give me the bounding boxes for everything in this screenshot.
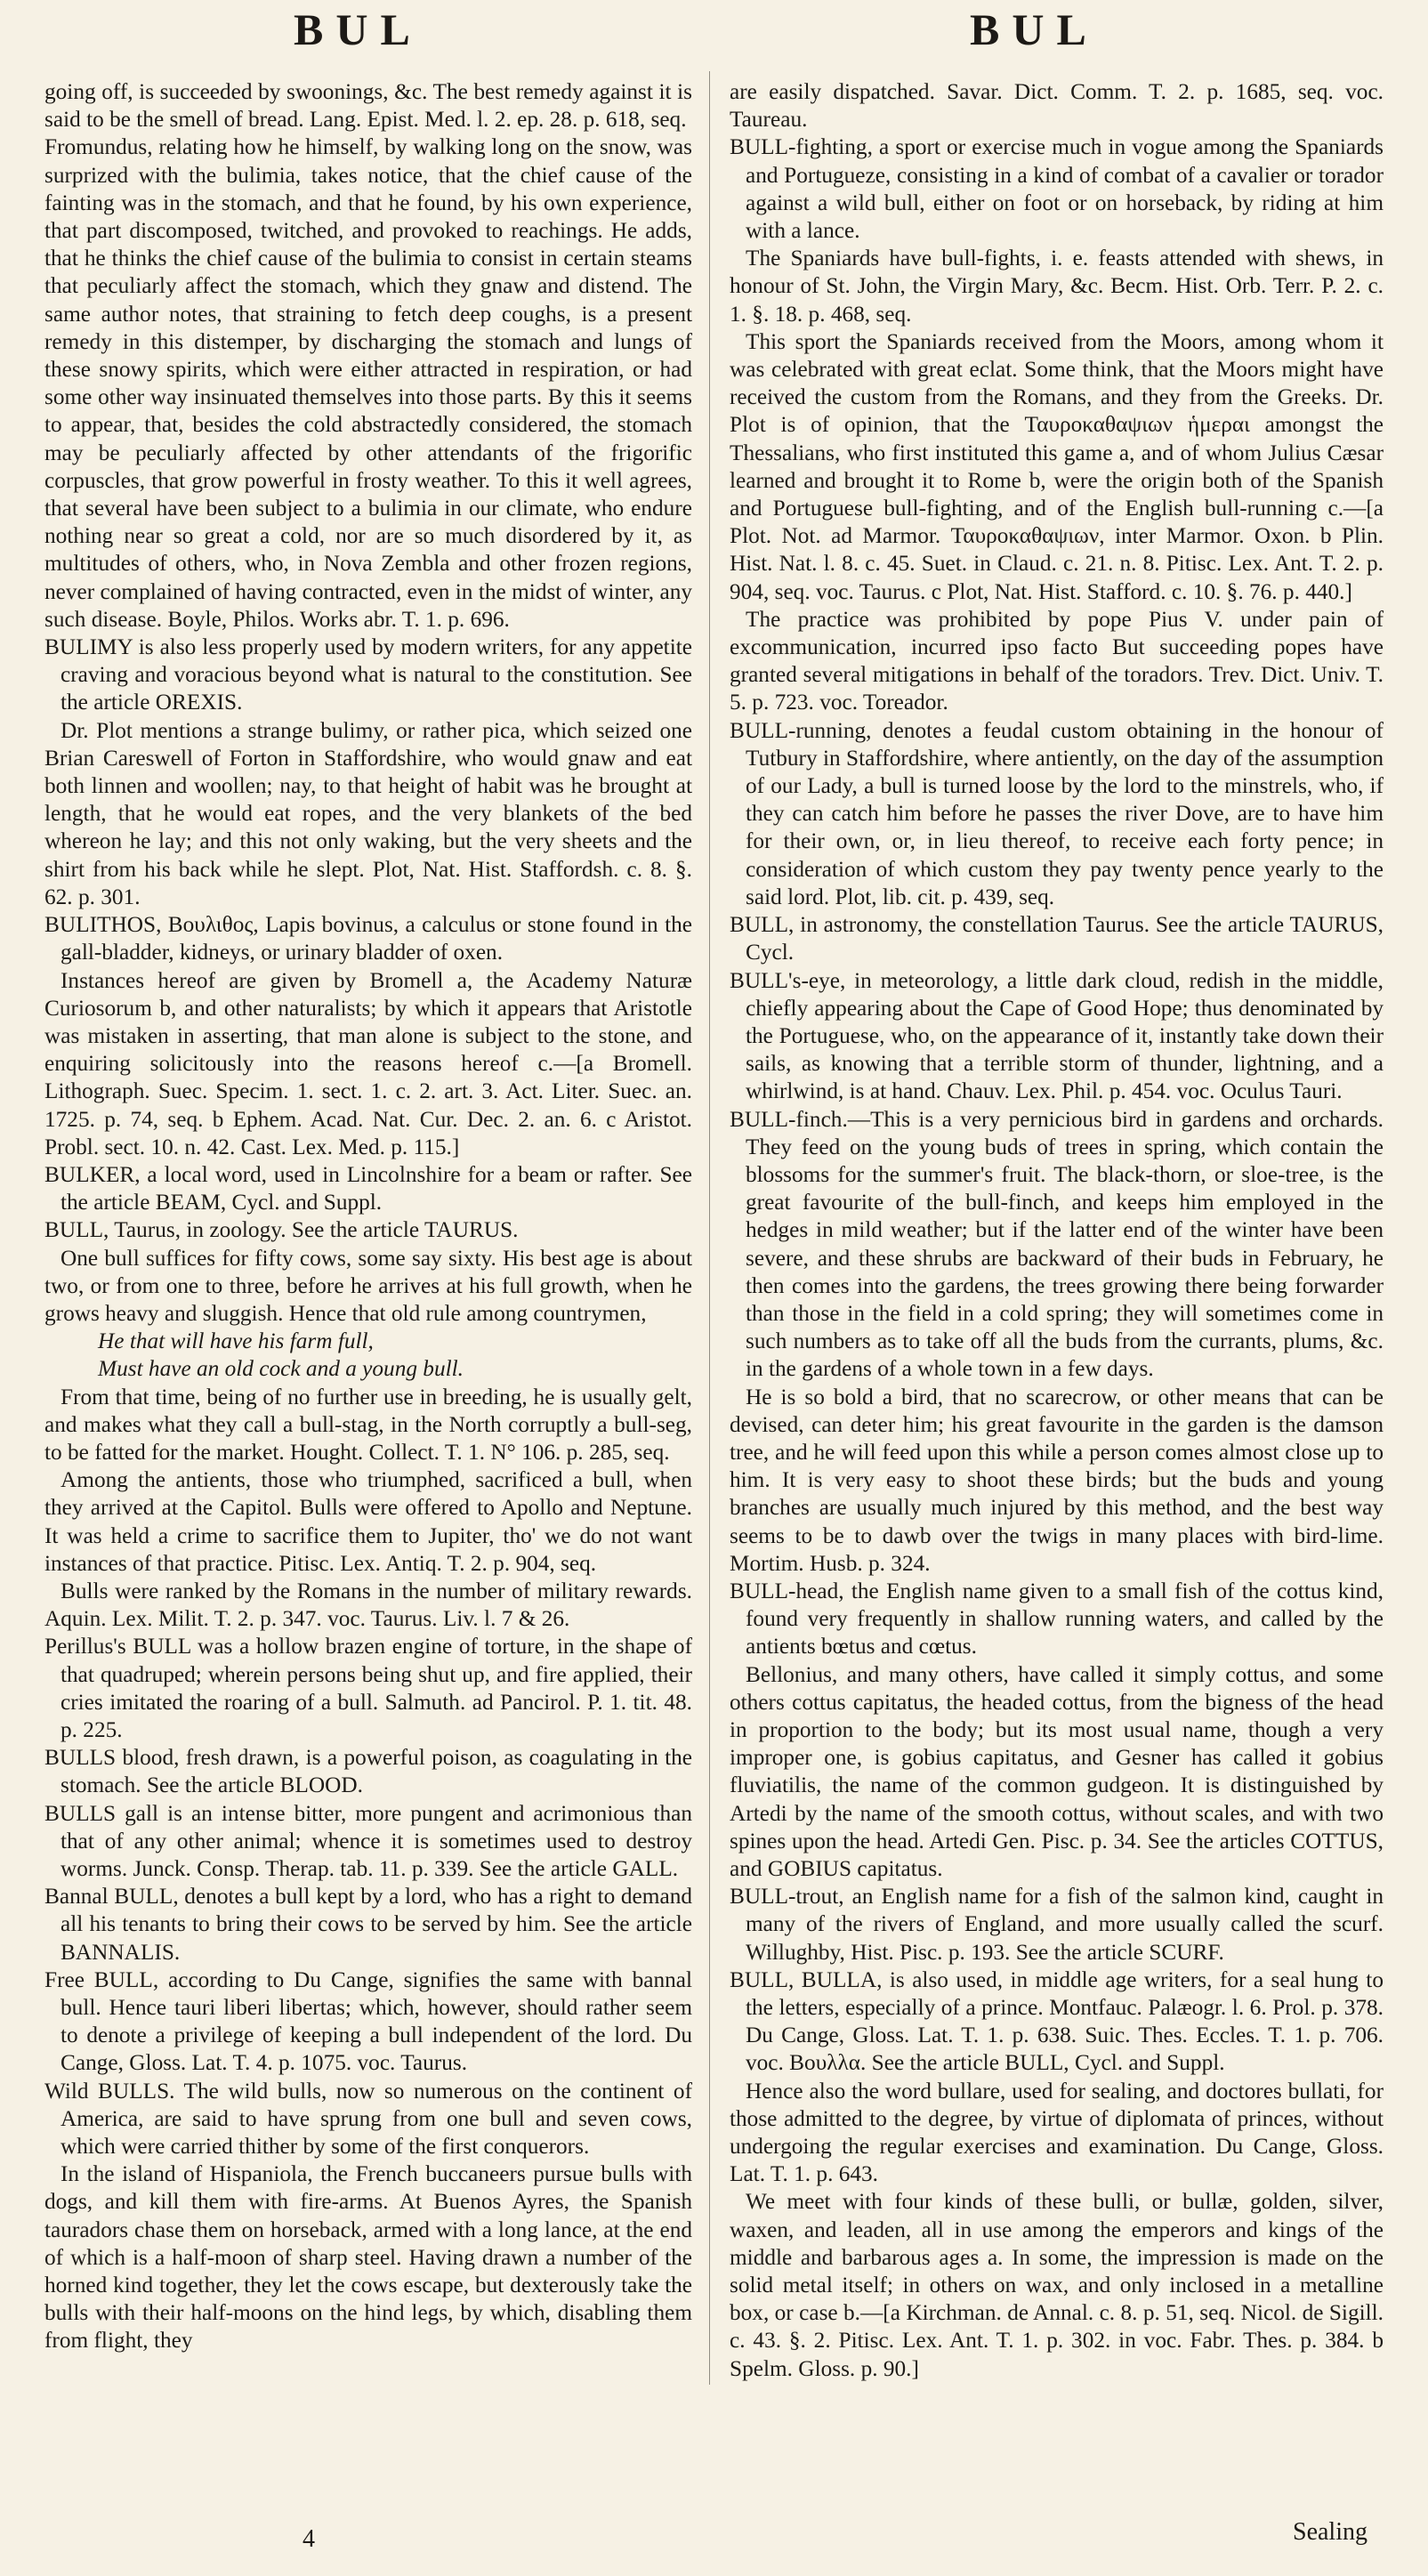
entry-bull: BULL, Taurus, in zoology. See the article TAURUS. [44, 1217, 519, 1243]
entry-bulimy: BULIMY is also less properly used by modern writers, for any appetite craving and voracious beyond what is natural to the constitution. See the article OREXIS. [44, 634, 692, 715]
paragraph: Instances hereof are given by Bromell a, the Academy Naturæ Curiosorum b, and other naturalists; by which it appears that Aristotle was mistaken in asserting, that man alone is subject to the stone, and enquiring solicitously into the reasons hereof c.—[a Bromell. Lithograph. Suec. Specim. 1. sect. 1. c. 2. art. 3. Act. Liter. Suec. an. 1725. p. 74, seq. b Ephem. Acad. Nat. Cur. Dec. 2. an. 6. c Aristot. Probl. sect. 10. n. 42. Cast. Lex. Med. p. 115.] [44, 967, 692, 1159]
paragraph: In the island of Hispaniola, the French buccaneers pursue bulls with dogs, and kill them with fire-arms. At Buenos Ayres, the Spanish tauradors chase them on horseback, armed with a long lance, at the end of which is a half-moon of sharp steel. Having drawn a number of the horned kind together, they let the cows escape, but dexterously take the bulls with their half-moons on the hind legs, by which, disabling them from flight, they [44, 2161, 692, 2354]
paragraph: Bellonius, and many others, have called it simply cottus, and some others cottus capitatus, the headed cottus, from the bigness of the head in proportion to the body; but its most usual name, though a very improper one, is gobius capitatus, and Gesner has called it gobius fluviatilis, the name of the common gudgeon. It is distinguished by Artedi by the name of the smooth cottus, without scales, and with two spines upon the head. Artedi Gen. Pisc. p. 34. See the articles COTTUS, and GOBIUS capitatus. [730, 1661, 1384, 1881]
entry-free-bull: Free BULL, according to Du Cange, signifies the same with bannal bull. Hence tauri liberi libertas; which, however, should rather seem to denote a privilege of keeping a bull independent of the lord. Du Cange, Gloss. Lat. T. 4. p. 1075. voc. Taurus. [44, 1966, 692, 2076]
page-number: 4 [303, 2525, 315, 2553]
paragraph: The practice was prohibited by pope Pius V. under pain of excommunication, incurred ipso facto But succeeding popes have granted several mitigations in behalf of the toradors. Trev. Dict. Univ. T. 5. p. 723. voc. Toreador. [730, 606, 1384, 715]
entry-perillus-bull: Perillus's BULL was a hollow brazen engine of torture, in the shape of that quadruped; wherein persons being shut up, and fire applied, their cries imitated the roaring of a bull. Salmuth. ad Pancirol. P. 1. tit. 48. p. 225. [44, 1634, 692, 1742]
entry-bannal-bull: Bannal BULL, denotes a bull kept by a lord, who has a right to demand all his tenants to bring their cows to be served by him. See the article BANNALIS. [44, 1884, 692, 1965]
column-divider [709, 71, 710, 2385]
paragraph: are easily dispatched. Savar. Dict. Comm. T. 2. p. 1685, seq. voc. Taureau. [730, 79, 1384, 133]
entry-bulls-eye: BULL's-eye, in meteorology, a little dark cloud, redish in the middle, chiefly appearing about the Cape of Good Hope; thus denominated by the Portuguese, who, on the appearance of it, instantly take down their sails, as knowing that a terrible storm of thunder, lightning, and a whirlwind, is at hand. Chauv. Lex. Phil. p. 454. voc. Oculus Tauri. [730, 967, 1384, 1104]
entry-bull-trout: BULL-trout, an English name for a fish of the salmon kind, caught in many of the rivers of England, and more usually called the scurf. Willughby, Hist. Pisc. p. 193. See the article SCURF. [730, 1884, 1384, 1965]
paragraph: One bull suffices for fifty cows, some say sixty. His best age is about two, or from one to three, before he arrives at his full growth, when he grows heavy and sluggish. Hence that old rule among countrymen, [44, 1245, 692, 1326]
left-column [44, 78, 692, 2355]
paragraph: Hence also the word bullare, used for sealing, and doctores bullati, for those admitted to the degree, by virtue of diplomata of princes, without undergoing the regular exercises and examination. Du Cange, Gloss. Lat. T. 1. p. 643. [730, 2078, 1384, 2187]
verse-line: Must have an old cock and a young bull. [98, 1356, 464, 1382]
entry-wild-bulls: Wild BULLS. The wild bulls, now so numerous on the continent of America, are said to have sprung from one bull and seven cows, which were carried thither by some of the first conquerors. [44, 2078, 692, 2160]
paragraph: We meet with four kinds of these bulli, or bullæ, golden, silver, waxen, and leaden, all in use among the emperors and kings of the middle and barbarous ages a. In some, the impression is made on the solid metal itself; in others on wax, and only inclosed in a metalline box, or case b.—[a Kirchman. de Annal. c. 8. p. 51, seq. Nicol. de Sigill. c. 43. §. 2. Pitisc. Lex. Ant. T. 1. p. 302. in voc. Fabr. Thes. p. 384. b Spelm. Gloss. p. 90.] [730, 2189, 1384, 2381]
entry-bull-running: BULL-running, denotes a feudal custom obtaining in the honour of Tutbury in Staffordshire, where antiently, on the day of the assumption of our Lady, a bull is turned loose by the lord to the minstrels, who, if they can catch him before he passes the river Dove, are to have him for their own, or, in lieu thereof, to receive each forty pence; in consideration of which custom they pay twenty pence yearly to the said lord. Plot, lib. cit. p. 439, seq. [730, 717, 1384, 909]
entry-bull-head: BULL-head, the English name given to a small fish of the cottus kind, found very frequently in shallow running waters, and called by the antients bœtus and cœtus. [730, 1578, 1384, 1659]
paragraph: From that time, being of no further use in breeding, he is usually gelt, and makes what they call a bull-stag, in the North corruptly a bull-seg, to be fatted for the market. Hought. Collect. T. 1. N° 106. p. 285, seq. [44, 1384, 692, 1465]
entry-bulls-blood: BULLS blood, fresh drawn, is a powerful poison, as coagulating in the stomach. See the article BLOOD. [44, 1745, 692, 1798]
paragraph: This sport the Spaniards received from the Moors, among whom it was celebrated with great eclat. Some think, that the Moors might have received the custom from the Romans, and they from the Greeks. Dr. Plot is of opinion, that the Ταυροκαθαψιων ἡμεραι amongst the Thessalians, who first instituted this game a, and of whom Julius Cæsar learned and brought it to Rome b, were the origin both of the Spanish and Portuguese bull-fighting, and of the English bull-running c.—[a Plot. Not. ad Marmor. Ταυροκαθαψιων, inter Marmor. Oxon. b Plin. Hist. Nat. l. 8. c. 45. Suet. in Claud. c. 21. n. 8. Pitisc. Lex. Ant. T. 2. p. 904, seq. voc. Taurus. c Plot, Nat. Hist. Stafford. c. 10. §. 76. p. 440.] [730, 328, 1384, 604]
paragraph: He is so bold a bird, that no scarecrow, or other means that can be devised, can deter him; his great favourite in the garden is the damson tree, and he will feed upon this while a person comes almost close up to him. It is very easy to shoot these birds; but the buds and young branches are usually much injured by this method, and the best way seems to be to dawb over the twigs in many places with bird-lime. Mortim. Husb. p. 324. [730, 1384, 1384, 1576]
entry-bulker: BULKER, a local word, used in Lincolnshire for a beam or rafter. See the article BEAM, Cycl. and Suppl. [44, 1161, 692, 1215]
paragraph: Dr. Plot mentions a strange bulimy, or rather pica, which seized one Brian Careswell of Forton in Staffordshire, who would gnaw and eat both linnen and woollen; nay, to that height of habit was he brought at length, that he would eat ropes, and the very blankets of the bed whereon he lay; and this not only waking, but the very sheets and the shirt from his back while he slept. Plot, Nat. Hist. Staffordsh. c. 8. §. 62. p. 301. [44, 717, 692, 909]
paragraph: The Spaniards have bull-fights, i. e. feasts attended with shews, in honour of St. John, the Virgin Mary, &c. Becm. Hist. Orb. Terr. P. 2. c. 1. §. 18. p. 468, seq. [730, 246, 1384, 327]
entry-bulls-gall: BULLS gall is an intense bitter, more pungent and acrimonious than that of any other animal; whence it is sometimes used to destroy worms. Junck. Consp. Therap. tab. 11. p. 339. See the article GALL. [44, 1800, 692, 1881]
entry-bull-astronomy: BULL, in astronomy, the constellation Taurus. See the article TAURUS, Cycl. [730, 912, 1384, 965]
right-column [730, 78, 1384, 2383]
entry-bulithos: BULITHOS, Βουλιθος, Lapis bovinus, a calculus or stone found in the gall-bladder, kidneys, or urinary bladder of oxen. [44, 912, 692, 965]
entry-bull-bulla: BULL, BULLA, is also used, in middle age writers, for a seal hung to the letters, especially of a prince. Montfauc. Palæogr. l. 6. Prol. p. 378. Du Cange, Gloss. Lat. T. 1. p. 638. Suic. Thes. Eccles. T. 1. p. 706. voc. Βουλλα. See the article BULL, Cycl. and Suppl. [730, 1966, 1384, 2076]
paragraph: Bulls were ranked by the Romans in the number of military rewards. Aquin. Lex. Milit. T. 2. p. 347. voc. Taurus. Liv. l. 7 & 26. [44, 1578, 692, 1632]
paragraph: Fromundus, relating how he himself, by walking long on the snow, was surprized with the bulimia, takes notice, that the chief cause of the fainting was in the stomach, and that he found, by his own experience, that part discomposed, twitched, and provoked to reachings. He adds, that he thinks the chief cause of the bulimia to consist in certain steams that peculiarly affect the stomach, which they gnaw and distend. The same author notes, that straining to fetch deep coughs, is a present remedy in this distemper, by discharging the stomach and lungs of these snowy spirits, which were either attracted in respiration, or had some other way insinuated themselves into those parts. By this it seems to appear, that, besides the cold abstractedly considered, the stomach may be peculiarly affected by other attendants of the frigorific corpuscles, that grow powerful in frosty weather. To this it well agrees, that several have been subject to a bulimia in our climate, who endure nothing near so great a cold, nor are so much disordered by it, as multitudes of others, who, in Nova Zembla and other frozen regions, never complained of having contracted, even in the midst of winter, any such disease. Boyle, Philos. Works abr. T. 1. p. 696. [44, 134, 692, 632]
running-head-left: BUL [294, 4, 423, 54]
verse-line: He that will have his farm full, [98, 1328, 374, 1354]
paragraph: going off, is succeeded by swoonings, &c. The best remedy against it is said to be the smell of bread. Lang. Epist. Med. l. 2. ep. 28. p. 618, seq. [44, 79, 692, 133]
paragraph: Among the antients, those who triumphed, sacrificed a bull, when they arrived at the Capitol. Bulls were offered to Apollo and Neptune. It was held a crime to sacrifice them to Jupiter, tho' we do not want instances of that practice. Pitisc. Lex. Antiq. T. 2. p. 904, seq. [44, 1467, 692, 1576]
running-head-right: BUL [970, 4, 1099, 54]
entry-bull-fighting: BULL-fighting, a sport or exercise much in vogue among the Spaniards and Portugueze, consisting in a kind of combat of a cavalier or torador against a wild bull, either on foot or on horseback, by riding at him with a lance. [730, 134, 1384, 244]
catchword: Sealing [1293, 2518, 1367, 2546]
entry-bull-finch: BULL-finch.—This is a very pernicious bird in gardens and orchards. They feed on the young buds of trees in spring, which contain the blossoms for the summer's fruit. The black-thorn, or sloe-tree, is the great favourite of the bull-finch, and keeps him employed in the hedges in mild weather; but if the latter end of the winter have been severe, and these shrubs are backward of their buds in February, he then comes into the gardens, the trees growing there being forwarder than those in the field in a cold spring; they will sometimes come in such numbers as to take off all the buds from the currants, plums, &c. in the gardens of a whole town in a few days. [730, 1106, 1384, 1382]
